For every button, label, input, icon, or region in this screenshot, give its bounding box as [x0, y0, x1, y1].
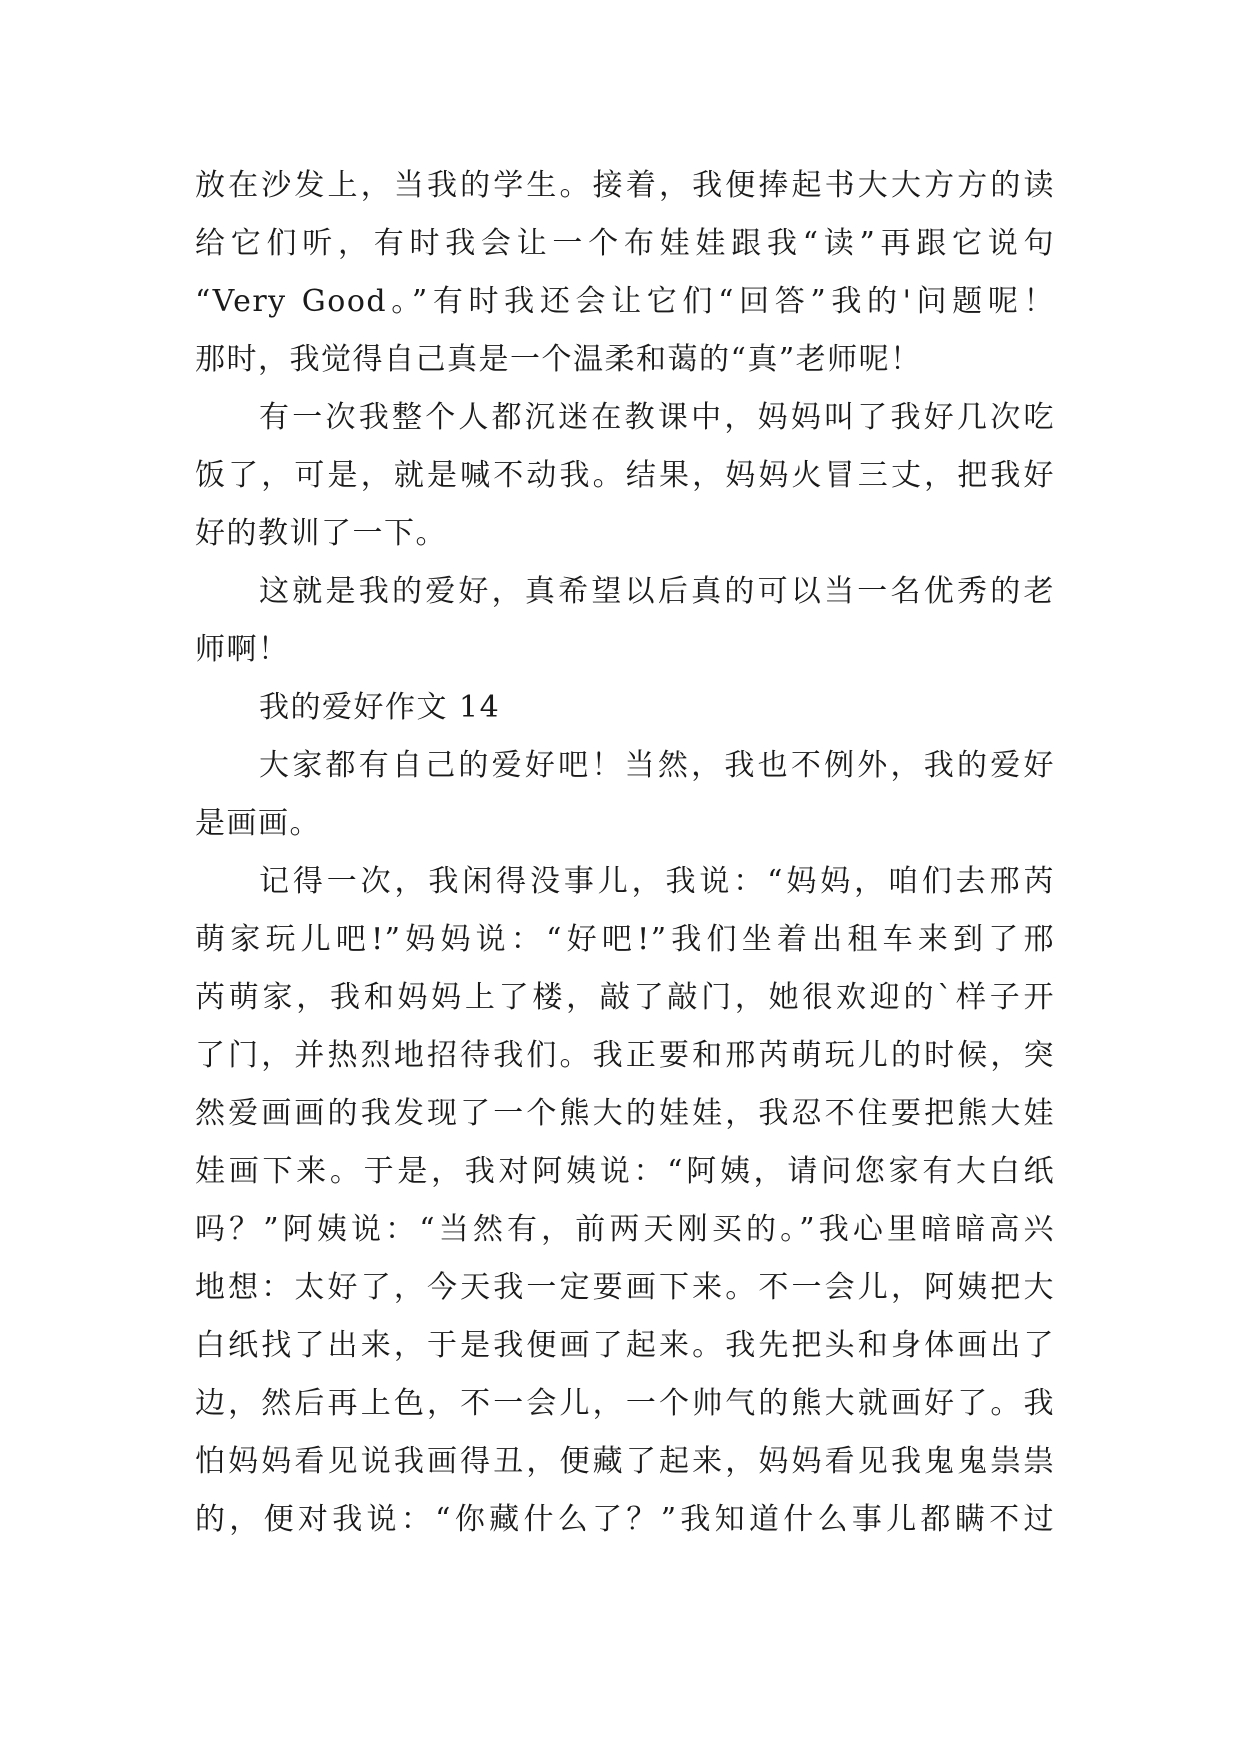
- text-line: 师啊！: [195, 632, 290, 667]
- text-line: 然爱画画的我发现了一个熊大的娃娃，我忍不住要把熊大娃: [195, 1096, 1055, 1131]
- text-line: “Very Good。”有时我还会让它们“回答”我的'问题呢！: [195, 284, 1055, 319]
- document-body: [195, 157, 1055, 1549]
- text-line: 给它们听，有时我会让一个布娃娃跟我“读”再跟它说句: [195, 226, 1055, 261]
- text-line: 了门，并热烈地招待我们。我正要和邢芮萌玩儿的时候，突: [195, 1038, 1055, 1073]
- section-heading: 我的爱好作文 14: [259, 690, 501, 725]
- text-line: 是画画。: [195, 806, 321, 841]
- text-line: 放在沙发上，当我的学生。接着，我便捧起书大大方方的读: [195, 168, 1055, 203]
- text-line: 大家都有自己的爱好吧！当然，我也不例外，我的爱好: [259, 748, 1055, 783]
- text-line: 芮萌家，我和妈妈上了楼，敲了敲门，她很欢迎的`样子开: [195, 980, 1055, 1015]
- text-line: 这就是我的爱好，真希望以后真的可以当一名优秀的老: [259, 574, 1055, 609]
- text-line: 萌家玩儿吧!”妈妈说：“好吧!”我们坐着出租车来到了邢: [195, 922, 1055, 957]
- text-line: 记得一次，我闲得没事儿，我说：“妈妈，咱们去邢芮: [259, 864, 1055, 899]
- text-line: 的，便对我说：“你藏什么了？”我知道什么事儿都瞒不过: [195, 1502, 1055, 1537]
- text-line: 白纸找了出来，于是我便画了起来。我先把头和身体画出了: [195, 1328, 1055, 1363]
- text-line: 饭了，可是，就是喊不动我。结果，妈妈火冒三丈，把我好: [195, 458, 1055, 493]
- text-line: 怕妈妈看见说我画得丑，便藏了起来，妈妈看见我鬼鬼祟祟: [195, 1444, 1055, 1479]
- text-line: 边，然后再上色，不一会儿，一个帅气的熊大就画好了。我: [195, 1386, 1055, 1421]
- text-line: 好的教训了一下。: [195, 516, 447, 551]
- text-line: 吗？”阿姨说：“当然有，前两天刚买的。”我心里暗暗高兴: [195, 1212, 1055, 1247]
- text-line: 那时，我觉得自己真是一个温柔和蔼的“真”老师呢！: [195, 342, 922, 377]
- text-line: 有一次我整个人都沉迷在教课中，妈妈叫了我好几次吃: [259, 400, 1055, 435]
- text-line: 地想：太好了，今天我一定要画下来。不一会儿，阿姨把大: [195, 1270, 1055, 1305]
- text-line: 娃画下来。于是，我对阿姨说：“阿姨，请问您家有大白纸: [195, 1154, 1055, 1189]
